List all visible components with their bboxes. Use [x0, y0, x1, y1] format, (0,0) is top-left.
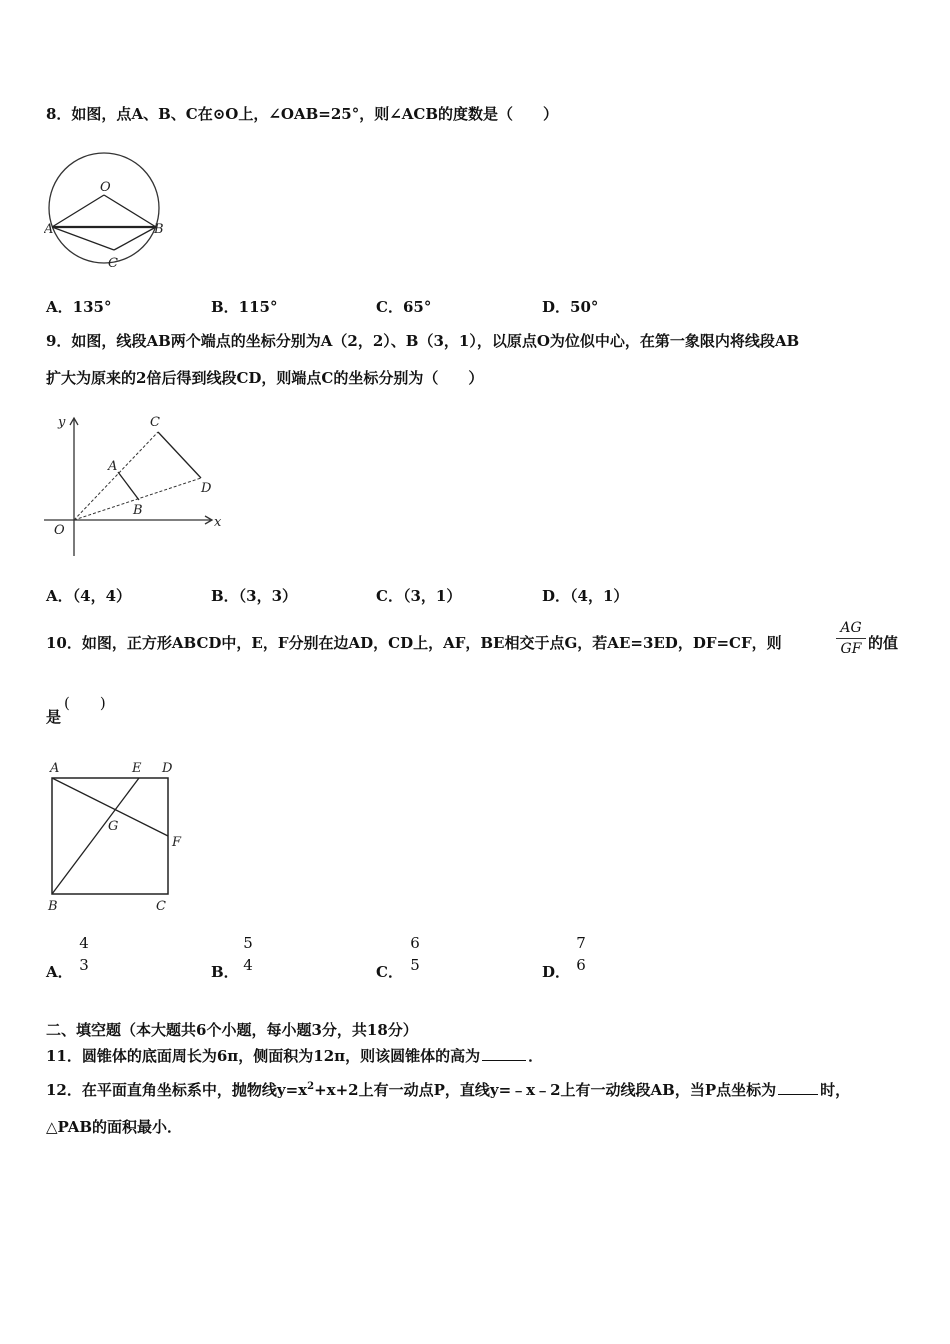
q10-option-c-den: 5: [410, 956, 420, 974]
q10-option-a-fraction[interactable]: [72, 934, 96, 974]
q10-label-b: B: [48, 899, 58, 914]
q8-circle-figure: [44, 143, 172, 273]
q10-label-c: C: [156, 899, 166, 914]
q10-label-d: D: [162, 761, 173, 776]
q12-answer-blank[interactable]: [778, 1094, 818, 1095]
q8-label-b: B: [154, 222, 164, 237]
q10-option-b-letter[interactable]: B．: [211, 963, 239, 981]
q10-stem-pre: 10．如图，正方形ABCD中，E，F分别在边AD，CD上，AF，BE相交于点G，若AE=3ED，DF=CF，则: [46, 634, 782, 652]
q8-option-b[interactable]: B．115°: [211, 298, 278, 316]
q10-option-b-fraction[interactable]: [236, 934, 260, 974]
q10-option-b-num: 5: [243, 934, 253, 952]
q11-answer-blank[interactable]: [482, 1060, 526, 1061]
q8-label-c: C: [108, 256, 118, 271]
q9-label-d: D: [201, 481, 212, 496]
q12-stem-line2: △PAB的面积最小．: [46, 1118, 183, 1136]
q10-option-c-letter[interactable]: C．: [376, 963, 403, 981]
q10-option-d-fraction[interactable]: [569, 934, 593, 974]
q8-label-o: O: [100, 180, 111, 195]
q10-option-c-fraction[interactable]: [403, 934, 427, 974]
q9-label-y: y: [58, 415, 66, 430]
q10-label-e: E: [132, 761, 142, 776]
q10-paren: ( ): [64, 694, 106, 712]
q9-label-a: A: [108, 459, 118, 474]
q10-option-c-num: 6: [410, 934, 420, 952]
q10-option-a-letter[interactable]: A．: [46, 963, 73, 981]
q8-option-d[interactable]: D．50°: [542, 298, 599, 316]
q10-option-d-num: 7: [576, 934, 586, 952]
q10-stem-fraction: [836, 620, 866, 657]
q9-label-b: B: [133, 503, 143, 518]
q9-stem-line1: 9．如图，线段AB两个端点的坐标分别为A（2，2）、B（3，1），以原点O为位似中心，在第一象限内将线段AB: [46, 332, 800, 350]
q9-option-c[interactable]: C．（3，1）: [376, 587, 462, 605]
q8-option-c[interactable]: C．65°: [376, 298, 432, 316]
q8-label-a: A: [44, 222, 54, 237]
q9-option-b[interactable]: B．（3，3）: [211, 587, 298, 605]
q9-option-a[interactable]: A．（4，4）: [46, 587, 132, 605]
q8-stem: 8．如图，点A、B、C在⊙O上，∠OAB=25°，则∠ACB的度数是（ ）: [46, 105, 559, 123]
q9-label-x: x: [214, 515, 222, 530]
q10-option-d-den: 6: [576, 956, 586, 974]
q9-stem-line2: 扩大为原来的2倍后得到线段CD，则端点C的坐标分别为（ ）: [46, 369, 484, 387]
q10-stem-post: 的值: [868, 634, 899, 652]
q9-label-c: C: [150, 415, 160, 430]
q11-stem-post: ．: [528, 1047, 544, 1065]
q10-label-f: F: [172, 835, 182, 850]
q10-option-d-letter[interactable]: D．: [542, 963, 571, 981]
q11-stem: [46, 1045, 543, 1066]
q10-option-a-num: 4: [79, 934, 89, 952]
q12-stem-line1: [46, 1079, 850, 1100]
q10-frac-denominator: GF: [840, 641, 862, 657]
q9-option-d[interactable]: D．（4，1）: [542, 587, 629, 605]
q10-stem-line2: 是: [46, 708, 62, 726]
q9-label-o: O: [54, 523, 65, 538]
q12-stem-pre: 12．在平面直角坐标系中，抛物线y=x: [46, 1081, 308, 1099]
q12-stem-post: 时，: [820, 1081, 851, 1099]
q11-stem-pre: 11．圆锥体的底面周长为6π，侧面积为12π，则该圆锥体的高为: [46, 1047, 481, 1065]
q10-square-figure: [44, 756, 194, 916]
q8-option-a[interactable]: A．135°: [46, 298, 112, 316]
q10-option-b-den: 4: [243, 956, 253, 974]
q10-frac-numerator: AG: [840, 620, 862, 636]
section2-heading: 二、填空题（本大题共6个小题，每小题3分，共18分）: [46, 1021, 418, 1039]
q10-label-g: G: [108, 819, 119, 834]
q12-stem-mid: +x+2上有一动点P，直线y=﹣x﹣2上有一动线段AB，当P点坐标为: [314, 1081, 777, 1099]
q9-coordinate-figure: [44, 410, 230, 560]
q12-superscript: 2: [307, 1081, 315, 1092]
q10-label-a: A: [50, 761, 60, 776]
q10-option-a-den: 3: [79, 956, 89, 974]
